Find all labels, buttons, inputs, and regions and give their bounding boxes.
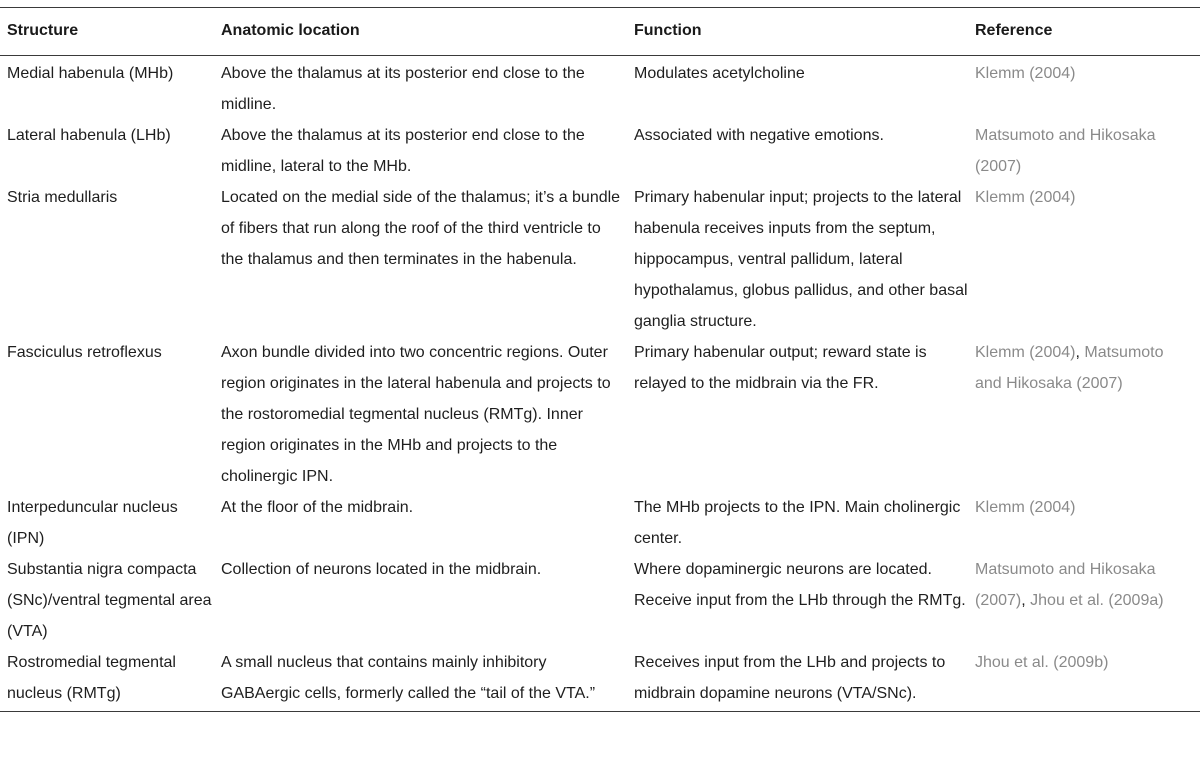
cell-function: Associated with negative emotions. <box>634 127 884 144</box>
cell-location: A small nucleus that contains mainly inhibitory GABAergic cells, formerly called the “tail of the VTA.” <box>221 654 596 702</box>
header-anatomic-location: Anatomic location <box>221 22 360 39</box>
reference-link[interactable]: Klemm (2004) <box>975 344 1076 361</box>
cell-location: Located on the medial side of the thalamus; it’s a bundle of fibers that run along the roof of the third ventricle to the thalamus and then terminates in the habenula. <box>221 189 621 268</box>
cell-structure: Rostromedial tegmental nucleus (RMTg) <box>7 654 176 702</box>
cell-function: Primary habenular output; reward state is relayed to the midbrain via the FR. <box>634 344 927 392</box>
cell-function: The MHb projects to the IPN. Main cholinergic center. <box>634 499 961 547</box>
cell-reference <box>974 56 1200 121</box>
table-row <box>0 337 1200 492</box>
cell-function: Receives input from the LHb and projects to midbrain dopamine neurons (VTA/SNc). <box>634 654 946 702</box>
table-row <box>0 554 1200 647</box>
table-body <box>0 56 1200 712</box>
reference-link[interactable]: Jhou et al. (2009a) <box>1030 592 1164 609</box>
cell-function: Modulates acetylcholine <box>634 65 805 82</box>
cell-reference <box>974 492 1200 554</box>
table-header <box>0 8 1200 56</box>
table-row <box>0 647 1200 712</box>
cell-reference <box>974 120 1200 182</box>
header-reference: Reference <box>975 22 1053 39</box>
cell-structure: Lateral habenula (LHb) <box>7 127 171 144</box>
reference-link[interactable]: Matsumoto and Hikosaka (2007) <box>975 344 1164 392</box>
reference-separator: , <box>1021 592 1031 609</box>
table-row <box>0 120 1200 182</box>
header-function: Function <box>634 22 702 39</box>
cell-location: Above the thalamus at its posterior end close to the midline. <box>221 65 585 113</box>
table-row <box>0 182 1200 337</box>
cell-location: Collection of neurons located in the midbrain. <box>221 561 542 578</box>
cell-reference <box>974 647 1200 712</box>
reference-separator: , <box>1075 344 1085 361</box>
cell-structure: Stria medullaris <box>7 189 118 206</box>
cell-function: Where dopaminergic neurons are located. Receive input from the LHb through the RMTg. <box>634 561 966 609</box>
cell-location: At the floor of the midbrain. <box>221 499 414 516</box>
reference-link[interactable]: Matsumoto and Hikosaka (2007) <box>975 127 1156 175</box>
table-row <box>0 492 1200 554</box>
cell-structure: Fasciculus retroflexus <box>7 344 162 361</box>
reference-link[interactable]: Klemm (2004) <box>975 189 1076 206</box>
reference-link[interactable]: Klemm (2004) <box>975 499 1076 516</box>
reference-link[interactable]: Klemm (2004) <box>975 65 1076 82</box>
cell-location: Axon bundle divided into two concentric regions. Outer region originates in the lateral habenula and projects to the rostoromedial tegmental nucleus (RMTg). Inner region originates in the MHb and projects to the cholinergic IPN. <box>221 344 611 485</box>
cell-location: Above the thalamus at its posterior end close to the midline, lateral to the MHb. <box>221 127 585 175</box>
reference-link[interactable]: Matsumoto and Hikosaka (2007) <box>975 561 1156 609</box>
cell-reference <box>974 337 1200 492</box>
cell-structure: Medial habenula (MHb) <box>7 65 174 82</box>
cell-function: Primary habenular input; projects to the lateral habenula receives inputs from the septum, hippocampus, ventral pallidum, lateral hypothalamus, globus pallidus, and other basal ganglia structure. <box>634 189 968 330</box>
cell-reference <box>974 182 1200 337</box>
habenula-structures-table-container <box>0 7 1200 712</box>
cell-structure: Substantia nigra compacta (SNc)/ventral tegmental area (VTA) <box>7 561 212 640</box>
cell-reference <box>974 554 1200 647</box>
cell-structure: Interpeduncular nucleus (IPN) <box>7 499 178 547</box>
table-row <box>0 56 1200 121</box>
header-row <box>0 8 1200 56</box>
header-structure: Structure <box>7 22 79 39</box>
reference-link[interactable]: Jhou et al. (2009b) <box>975 654 1109 671</box>
habenula-structures-table <box>0 7 1200 712</box>
